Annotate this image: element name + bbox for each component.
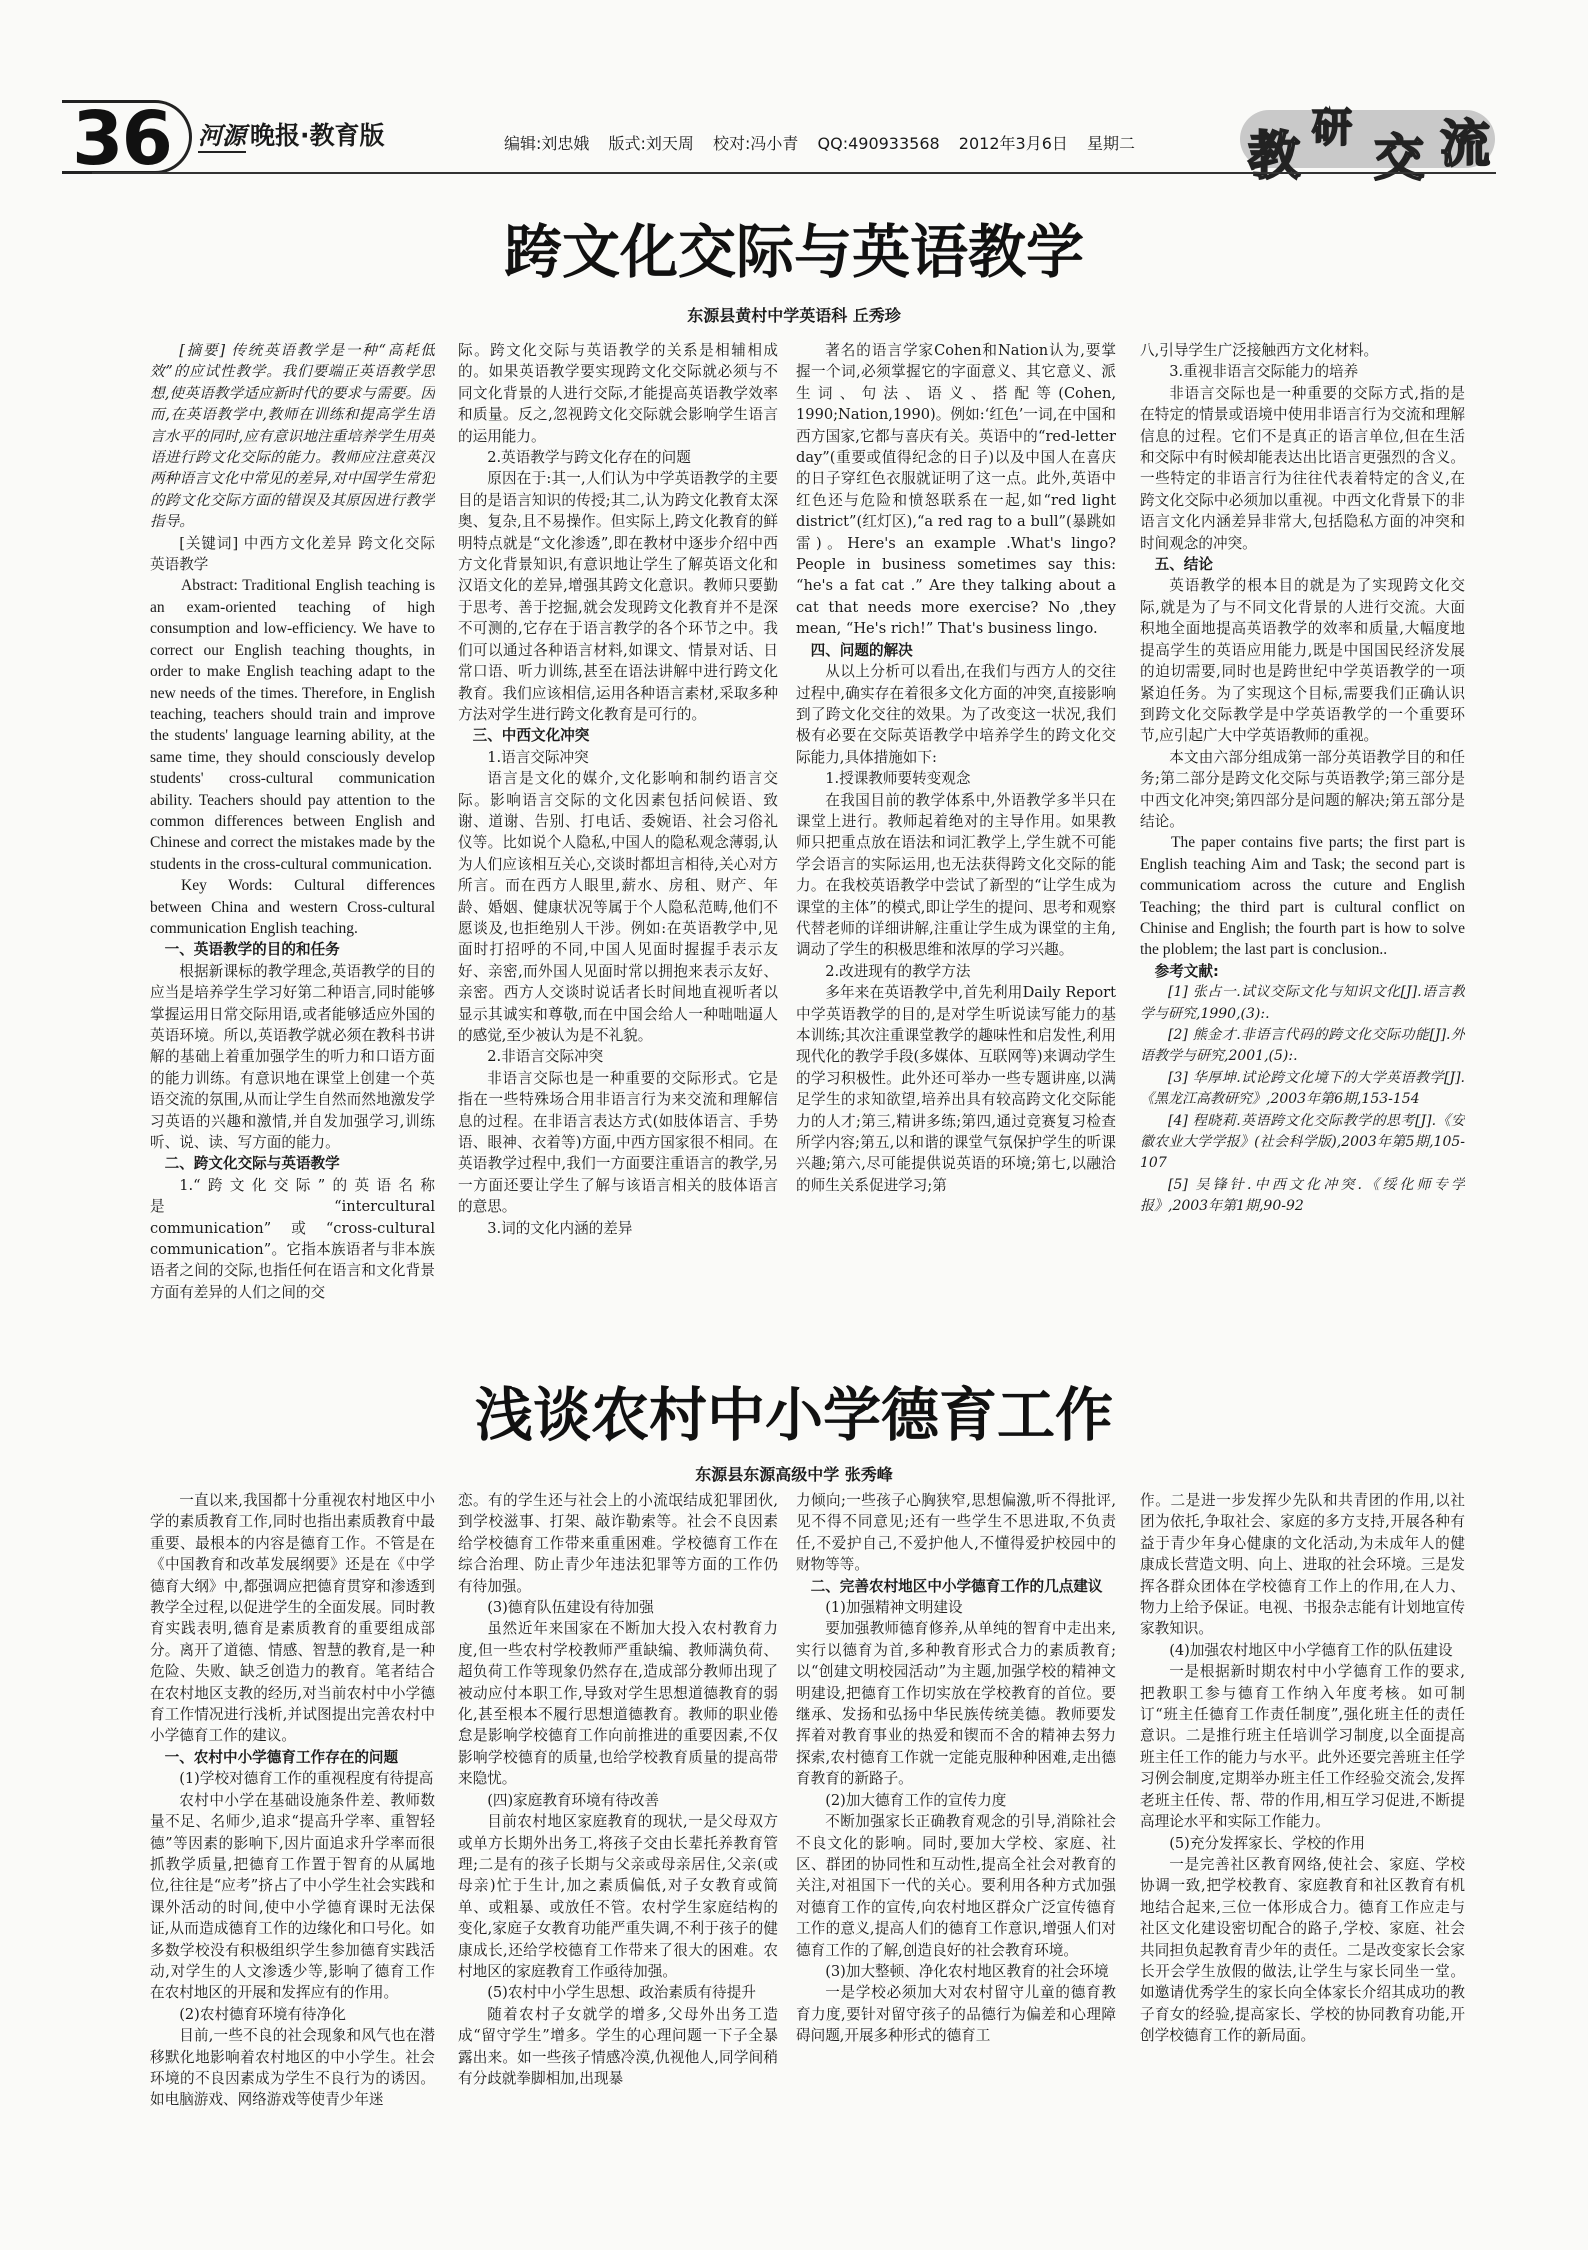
- body-paragraph: 随着农村子女就学的增多,父母外出务工造成“留守学生”增多。学生的心理问题一下子全暴露出来。如一些孩子情感冷漠,仇视他人,同学间稍有分歧就拳脚相加,出现暴: [458, 2005, 778, 2087]
- body-paragraph: 在我国目前的教学体系中,外语教学多半只在课堂上进行。教师起着绝对的主导作用。如果教师只把重点放在语法和词汇教学上,学生就不可能学会语言的实际运用,也无法获得跨文化交际的能力。在我校英语教学中尝试了新型的“让学生成为课堂的主体”的模式,即让学生的提问、思考和观察代替老师的详细讲解,注重让学生成为课堂的主角,调动了学生的积极思维和浓厚的学习兴趣。: [796, 791, 1116, 959]
- body-paragraph: (4)加强农村地区中小学德育工作的队伍建设: [1169, 1641, 1453, 1659]
- body-paragraph: 作。二是进一步发挥少先队和共青团的作用,以社团为依托,争取社会、家庭的多方支持,开展各种有益于青少年身心健康的文化活动,为未成年人的健康成长营造文明、向上、进取的社会环境。三是发挥各群众团体在学校德育工作上的作用,在人力、物力上给予保证。电视、书报杂志能有计划地宣传家教知识。: [1140, 1492, 1465, 1638]
- body-paragraph: (3)德育队伍建设有待加强: [487, 1599, 654, 1617]
- article1-column-2: [458, 340, 778, 1350]
- body-paragraph: 从以上分析可以看出,在我们与西方人的交往过程中,确实存在着很多文化方面的冲突,直接影响到了跨文化交往的效果。为了改变这一状况,我们极有必要在交际英语教学中培养学生的跨文化交际能力,具体措施如下:: [796, 663, 1116, 766]
- article1-author: 东源县黄村中学英语科 丘秀珍: [687, 306, 901, 325]
- section-heading: 三、中西文化冲突: [472, 727, 590, 745]
- abstract-paragraph: [摘要] 传统英语教学是一种“高耗低效”的应试性教学。我们要端正英语教学思想,使英语教学适应新时代的要求与需要。因而,在英语教学中,教师在训练和提高学生语言水平的同时,应有意识地注重培养学生用英语进行跨文化交际的能力。教师应注意英汉两种语言文化中常见的差异,对中国学生常犯的跨文化交际方面的错误及其原因进行教学指导。: [150, 342, 435, 531]
- body-paragraph: (2)加大德育工作的宣传力度: [825, 1791, 1007, 1809]
- qq-contact: QQ:490933568: [817, 134, 940, 153]
- editor-credit: 编辑:刘忠娥: [504, 134, 590, 153]
- english-paragraph: The paper contains five parts; the first part is English teaching Aim and Task; the second part is communicatiom across the cuture and English Teaching; the third part is cultural conflict on Chinise and English; the fourth part is how to solve the ploblem; the last part is conclusion..: [1140, 834, 1465, 959]
- body-paragraph: 目前农村地区家庭教育的现状,一是父母双方或单方长期外出务工,将孩子交由长辈托养教育管理;二是有的孩子长期与父亲或母亲居住,父亲(或母亲)忙于生计,加之素质偏低,对子女教育或简单、或粗暴、或放任不管。农村学生家庭结构的变化,家庭子女教育功能严重失调,不利于孩子的健康成长,还给学校德育工作带来了很大的困难。农村地区的家庭教育工作亟待加强。: [458, 1813, 778, 1980]
- reference-item: [2] 熊金才.非语言代码的跨文化交际功能[J].外语教学与研究,2001,(5):.: [1140, 1027, 1465, 1065]
- reference-item: [4] 程晓莉.英语跨文化交际教学的思考[J].《安徽农业大学学报》(社会科学版),2003年第5期,105-107: [1140, 1112, 1465, 1172]
- body-paragraph: 八,引导学生广泛接触西方文化材料。: [1140, 342, 1379, 359]
- publication-edition: 晚报·教育版: [250, 121, 385, 150]
- column-title-char: 流: [1440, 115, 1490, 173]
- issue-date: 2012年3月6日: [958, 134, 1068, 153]
- page-number: 36: [72, 96, 171, 182]
- body-paragraph: (四)家庭教育环境有待改善: [487, 1791, 660, 1809]
- article1-title: 跨文化交际与英语教学: [503, 218, 1084, 286]
- body-paragraph: 虽然近年来国家在不断加大投入农村教育力度,但一些农村学校教师严重缺编、教师满负荷、超负荷工作等现象仍然存在,造成部分教师出现了被动应付本职工作,导致对学生思想道德教育的弱化,甚至根本不履行思想道德教育。教师的职业倦怠是影响学校德育工作向前推进的重要因素,不仅影响学校德育的质量,也给学校教育质量的提高带来隐忧。: [458, 1620, 778, 1788]
- body-paragraph: (5)充分发挥家长、学校的作用: [1169, 1834, 1365, 1852]
- body-paragraph: 本文由六部分组成第一部分英语教学目的和任务;第二部分是跨文化交际与英语教学;第三部分是中西文化冲突;第四部分是问题的解决;第五部分是结论。: [1140, 748, 1465, 830]
- body-paragraph: 著名的语言学家Cohen和Nation认为,要掌握一个词,必须掌握它的字面意义、其它意义、派生词、句法、语义、搭配等(Cohen, 1990;Nation,1990)。例如:‘红色’一词,在中国和西方国家,它都与喜庆有关。英语中的“red-letter day”(重要或值得纪念的日子)以及中国人在喜庆的日子穿红色衣服就证明了这一点。此外,英语中红色还与危险和愤怒联系在一起,如“red light district”(红灯区),“a red rag to a bull”(暴跳如雷)。Here's an example .What's lingo? People in business sometimes say this: “he's a fat cat .” Are they talking about a cat that needs more exercise? No ,they mean, “He's rich!” That's business lingo.: [796, 342, 1116, 638]
- body-paragraph: 3.重视非语言交际能力的培养: [1169, 363, 1359, 381]
- body-paragraph: 语言是文化的媒介,文化影响和制约语言交际。影响语言交际的文化因素包括问候语、致谢、道谢、告别、打电话、委婉语、社会习俗礼仪等。比如说个人隐私,中国人的隐私观念薄弱,认为人们应该相互关心,交谈时都坦言相待,关心对方所言。而在西方人眼里,薪水、房租、财产、年龄、婚姻、健康状况等属于个人隐私范畴,他们不愿谈及,也拒绝别人干涉。例如:在英语教学中,见面时打招呼的不同,中国人见面时握握手表示友好、亲密,而外国人见面时常以拥抱来表示友好、亲密。西方人交谈时说话者长时间地直视听者以显示其诚实和尊敬,而在中国会给人一种咄咄逼人的感觉,至少被认为是不礼貌。: [458, 770, 778, 1044]
- body-paragraph: 非语言交际也是一种重要的交际方式,指的是在特定的情景或语境中使用非语言行为交流和理解信息的过程。它们不是真正的语言单位,但在生活和交际中有时候却能表达出比语言更强烈的含义。一些特定的非语言行为往往代表着特定的含义,在跨文化交际中必须加以重视。中西文化背景下的非语言文化内涵差异非常大,包括隐私方面的冲突和时间观念的冲突。: [1140, 384, 1465, 552]
- article2-column-4: [1140, 1490, 1465, 2190]
- publication-logo: 河源: [198, 116, 246, 153]
- body-paragraph: (5)农村中小学生思想、政治素质有待提升: [487, 1984, 756, 2002]
- body-paragraph: 一是根据新时期农村中小学德育工作的要求,把教职工参与德育工作纳入年度考核。如可制订“班主任德育工作责任制度”,强化班主任的责任意识。二是推行班主任培训学习制度,以全面提高班主任工作的能力与水平。此外还要完善班主任学习例会制度,定期举办班主任工作经验交流会,发挥老班主任传、帮、带的作用,相互学习促进,不断提高理论水平和实际工作能力。: [1140, 1663, 1465, 1831]
- article2-column-2: [458, 1490, 778, 2190]
- body-paragraph: 2.非语言交际冲突: [487, 1048, 604, 1066]
- column-title-char: 交: [1374, 129, 1424, 187]
- article1-column-1: [150, 340, 435, 1350]
- proof-credit: 校对:冯小青: [713, 134, 799, 153]
- body-paragraph: 2.英语教学与跨文化存在的问题: [487, 449, 691, 467]
- reference-item: [1] 张占一.试议交际文化与知识文化[J].语言教学与研究,1990,(3):.: [1140, 984, 1465, 1022]
- section-heading: 参考文献:: [1154, 962, 1219, 980]
- body-paragraph: 1.授课教师要转变观念: [825, 770, 971, 788]
- column-title-logo: [1240, 96, 1540, 187]
- body-paragraph: 一直以来,我国都十分重视农村地区中小学的素质教育工作,同时也指出素质教育中最重要、最根本的内容是德育工作。不管是在《中国教育和改革发展纲要》还是在《中学德育大纲》中,都强调应把德育贯穿和渗透到教学全过程,以促进学生的全面发展。同时教育实践表明,德育是素质教育的重要组成部分。离开了道德、情感、智慧的教育,是一种危险、失败、缺乏创造力的教育。笔者结合在农村地区支教的经历,对当前农村中小学德育工作情况进行浅析,并试图提出完善农村中小学德育工作的建议。: [150, 1492, 435, 1745]
- body-paragraph: 一是学校必须加大对农村留守儿童的德育教育力度,要针对留守孩子的品德行为偏差和心理障碍问题,开展多种形式的德育工: [796, 1984, 1116, 2045]
- section-heading: 五、结论: [1154, 556, 1213, 574]
- column-title-char: 教: [1248, 127, 1301, 187]
- english-paragraph: Key Words: Cultural differences between China and western Cross-cultural communication English teaching.: [150, 877, 435, 937]
- body-paragraph: 英语教学的根本目的就是为了实现跨文化交际,就是为了与不同文化背景的人进行交流。大面积地全面地提高英语教学的效率和质量,大幅度地提高学生的英语应用能力,既是中国国民经济发展的迫切需要,同时也是跨世纪中学英语教学的一项紧迫任务。为了实现这个目标,需要我们正确认识到跨文化交际教学是中学英语教学的一个重要环节,应引起广大中学英语教师的重视。: [1140, 577, 1465, 745]
- body-paragraph: 原因在于:其一,人们认为中学英语教学的主要目的是语言知识的传授;其二,认为跨文化教育太深奥、复杂,且不易操作。但实际上,跨文化教育的鲜明特点就是“文化渗透”,即在教材中逐步介绍中西方文化背景知识,有意识地让学生了解英语文化和汉语文化的差异,增强其跨文化意识。教师只要勤于思考、善于挖掘,就会发现跨文化教育并不是深不可测的,它存在于语言教学的各个环节之中。我们可以通过各种语言材料,如课文、情景对话、日常口语、听力训练,甚至在语法讲解中进行跨文化教育。我们应该相信,运用各种语言素材,采取多种方法对学生进行跨文化教育是可行的。: [458, 470, 778, 723]
- section-heading: 二、跨文化交际与英语教学: [164, 1155, 340, 1173]
- body-paragraph: 目前,一些不良的社会现象和风气也在潜移默化地影响着农村地区的中小学生。社会环境的不良因素成为学生不良行为的诱因。如电脑游戏、网络游戏等使青少年迷: [150, 2027, 435, 2109]
- header-rule: [92, 172, 1496, 174]
- body-paragraph: 要加强教师德育修养,从单纯的智育中走出来,实行以德育为首,多种教育形式合力的素质教育;以“创建文明校园活动”为主题,加强学校的精神文明建设,把德育工作切实放在学校教育的首位。要继承、发扬和弘扬中华民族传统美德。教师要发挥着对教育事业的热爱和锲而不舍的精神去努力探索,农村德育工作就一定能克服种种困难,走出德育教育的新路子。: [796, 1620, 1116, 1788]
- article2-title: 浅谈农村中小学德育工作: [474, 1381, 1113, 1449]
- body-paragraph: 一是完善社区教育网络,使社会、家庭、学校协调一致,把学校教育、家庭教育和社区教育有机地结合起来,三位一体形成合力。德育工作应走与社区文化建设密切配合的路子,学校、家庭、社会共同担负起教育青少年的责任。二是改变家长会家长开会学生放假的做法,让学生与家长同坐一堂。如邀请优秀学生的家长向全体家长介绍其成功的教子育女的经验,提高家长、学校的协同教育功能,开创学校德育工作的新局面。: [1140, 1855, 1465, 2045]
- body-paragraph: 际。跨文化交际与英语教学的关系是相辅相成的。如果英语教学要实现跨文化交际就必须与不同文化背景的人进行交际,才能提高英语教学效率和质量。反之,忽视跨文化交际就会影响学生语言的运用能力。: [458, 342, 778, 445]
- body-paragraph: (1)加强精神文明建设: [825, 1599, 963, 1617]
- edition-credits: [504, 131, 1149, 154]
- body-paragraph: 不断加强家长正确教育观念的引导,消除社会不良文化的影响。同时,要加大学校、家庭、社区、群团的协同性和互动性,提高全社会对教育的关注,对祖国下一代的关心。要利用各种方式加强对德育工作的宣传,向农村地区群众广泛宣传德育工作的意义,提高人们的德育工作意识,增强人们对德育工作的了解,创造良好的社会教育环境。: [796, 1813, 1116, 1959]
- english-paragraph: Abstract: Traditional English teaching is an exam-oriented teaching of high consumption and low-efficiency. We have to correct our English teaching thoughts, in order to make English teaching adapt to the new needs of the times. Therefore, in English teaching, teachers should train and improve the students' language learning ability, at the same time, they should consciously develop students' cross-cultural communication ability. Teachers should pay attention to the common differences between English and Chinese and correct the mistakes made by the students in the cross-cultural communication.: [150, 577, 435, 873]
- article2-column-1: [150, 1490, 435, 2190]
- section-heading: 二、完善农村地区中小学德育工作的几点建议: [810, 1577, 1103, 1595]
- body-paragraph: [关键词] 中西方文化差异 跨文化交际 英语教学: [150, 534, 435, 574]
- body-paragraph: (2)农村德育环境有待净化: [179, 2005, 346, 2023]
- page-header: [0, 0, 1588, 200]
- body-paragraph: 恋。有的学生还与社会上的小流氓结成犯罪团伙,到学校滋事、打架、敲诈勒索等。社会不良因素给学校德育工作带来重重困难。学校德育工作在综合治理、防止青少年违法犯罪等方面的工作仍有待加强。: [458, 1492, 778, 1595]
- reference-item: [5] 吴锋针.中西文化冲突.《绥化师专学报》,2003年第1期,90-92: [1140, 1176, 1465, 1215]
- issue-weekday: 星期二: [1086, 134, 1135, 153]
- body-paragraph: 非语言交际也是一种重要的交际形式。它是指在一些特殊场合用非语言行为来交流和理解信息的过程。在非语言表达方式(如肢体语言、手势语、眼神、衣着等)方面,中西方国家很不相同。在英语教学过程中,我们一方面要注重语言的教学,另一方面还要让学生了解与该语言相关的肢体语言的意思。: [458, 1069, 778, 1216]
- reference-item: [3] 华厚坤.试论跨文化境下的大学英语教学[J].《黑龙江高教研究》,2003年第6期,153-154: [1140, 1069, 1465, 1108]
- body-paragraph: 3.词的文化内涵的差异: [487, 1219, 633, 1237]
- body-paragraph: 多年来在英语教学中,首先利用Daily Report中学英语教学的目的,是对学生听说读写能力的基本训练;其次注重课堂教学的趣味性和启发性,利用现代化的教学手段(多媒体、互联网等)来调动学生的学习积极性。此外还可举办一些专题讲座,以满足学生的求知欲望,培养出具有较高跨文化交际能力的人才;第三,精讲多练;第四,通过竞赛复习检查所学内容;第五,以和谐的课堂气氛保护学生的听课兴趣;第六,尽可能提供说英语的环境;第七,以融洽的师生关系促进学习;第: [796, 984, 1116, 1194]
- article2-column-3: [796, 1490, 1116, 2190]
- body-paragraph: (1)学校对德育工作的重视程度有待提高: [179, 1770, 434, 1788]
- body-paragraph: 力倾向;一些孩子心胸狭窄,思想偏激,听不得批评,见不得不同意见;还有一些学生不思进取,不负责任,不爱护自己,不爱护他人,不懂得爱护校园中的财物等等。: [796, 1492, 1116, 1574]
- body-paragraph: (3)加大整顿、净化农村地区教育的社会环境: [825, 1962, 1109, 1980]
- section-heading: 一、农村中小学德育工作存在的问题: [164, 1748, 399, 1766]
- body-paragraph: 1.语言交际冲突: [487, 748, 589, 766]
- body-paragraph: 2.改进现有的教学方法: [825, 962, 971, 980]
- article2-author: 东源县东源高级中学 张秀峰: [695, 1465, 893, 1484]
- article1-column-4: [1140, 340, 1465, 1350]
- body-paragraph: 1.“跨文化交际”的英语名称是“intercultural communication”或“cross-cultural communication”。它指本族语者与非本族语者之间的交际,也指任何在语言和文化背景方面有差异的人们之间的交: [150, 1176, 435, 1301]
- section-heading: 四、问题的解决: [810, 641, 913, 659]
- publication-name: [198, 116, 385, 153]
- body-paragraph: 根据新课标的教学理念,英语教学的目的应当是培养学生学习好第二种语言,同时能够掌握运用日常交际用语,或者能够适应外国的英语环境。所以,英语教学就必须在教科书讲解的基础上着重加强学生的听力和口语方面的能力训练。有意识地在课堂上创建一个英语交流的氛围,从而让学生自然而然地激发学习英语的兴趣和激情,并自发加强学习,训练听、说、读、写方面的能力。: [150, 962, 435, 1152]
- article1-column-3: [796, 340, 1116, 1350]
- layout-credit: 版式:刘天周: [608, 134, 694, 153]
- section-heading: 一、英语教学的目的和任务: [164, 941, 340, 959]
- body-paragraph: 农村中小学在基础设施条件差、教师数量不足、名师少,追求“提高升学率、重智轻德”等因素的影响下,因片面追求升学率而很抓教学质量,把德育工作置于智育的从属地位,往往是“应考”挤占了中小学生社会实践和课外活动的时间,使中小学德育课时无法保证,从而造成德育工作的边缘化和口号化。如多数学校没有积极组织学生参加德育实践活动,对学生的人文渗透少等,影响了德育工作在农村地区的开展和发挥应有的作用。: [150, 1791, 435, 2002]
- column-title-char: 研: [1312, 105, 1352, 151]
